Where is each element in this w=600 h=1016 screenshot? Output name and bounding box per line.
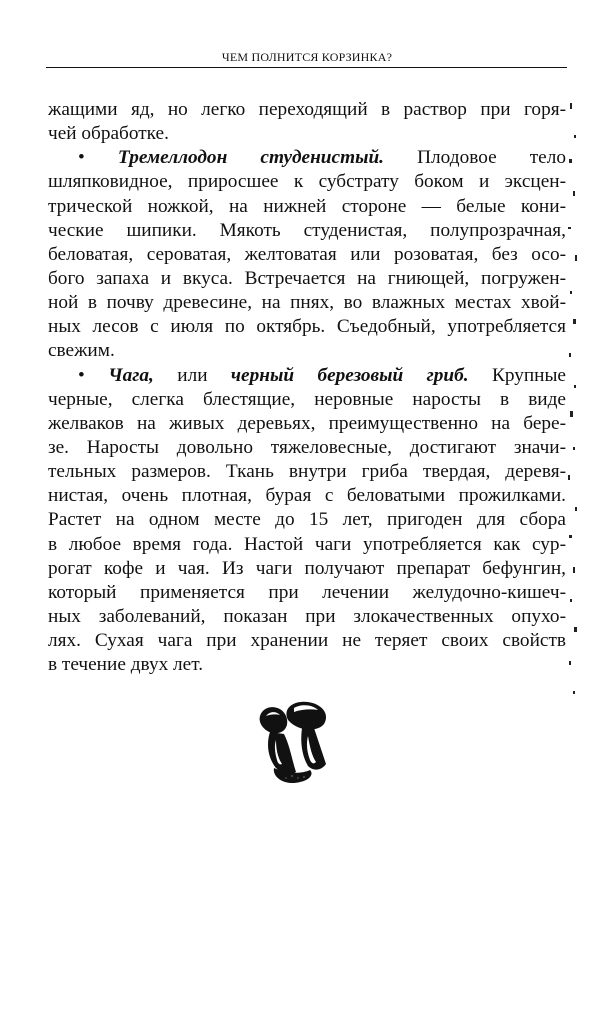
text-line: трической ножкой, на нижней стороне — белые кони-: [48, 195, 566, 217]
text-line: желваков на живых деревьях, преимущественно на бере-: [48, 412, 566, 434]
text-line: чей обработке.: [48, 123, 169, 145]
text-line: ной в почву древесине, на пнях, во влажных местах хвой-: [48, 292, 566, 314]
entry-text: Плодовое тело: [384, 147, 566, 169]
text-line: свежим.: [48, 340, 115, 362]
entry-chaga: [48, 364, 566, 388]
bullet-icon: •: [78, 364, 85, 386]
text-line: рогат кофе и чая. Из чаги получают препарат бефунгин,: [48, 557, 566, 579]
text-line: Растет на одном месте до 15 лет, пригоден для сбора: [48, 509, 566, 531]
text-line: в любое время года. Настой чаги употребляется как сур-: [48, 533, 566, 555]
scan-edge-noise: [564, 95, 584, 705]
entry-tremellodon: [48, 146, 566, 170]
text-line: зе. Наросты довольно тяжеловесные, достигают значи-: [48, 436, 566, 458]
text-line: который применяется при лечении желудочно-кишеч-: [48, 581, 566, 603]
entry-term-alt: черный березовый гриб.: [230, 364, 469, 386]
text-line: тельных размеров. Ткань внутри гриба твердая, деревя-: [48, 461, 566, 483]
text-line: шляпковидное, приросшее к субстрату боком и эксцен-: [48, 171, 566, 193]
entry-term: Чага,: [108, 364, 154, 386]
mushroom-illustration-icon: [252, 698, 342, 788]
header-rule: [46, 67, 567, 68]
text-line: бого запаха и вкуса. Встречается на гниющей, погружен-: [48, 267, 566, 289]
text-line: ных лесов с июля по октябрь. Съедобный, употребляется: [48, 316, 566, 338]
entry-term: Тремеллодон студенистый.: [117, 147, 385, 169]
text-line: лях. Сухая чага при хранении не теряет своих свойств: [48, 630, 566, 652]
text-line: нистая, очень плотная, бурая с беловатыми прожилками.: [48, 485, 566, 507]
text-line: ных заболеваний, показан при злокачественных опухо-: [48, 605, 566, 627]
text-line: беловатая, сероватая, желтоватая или розоватая, без осо-: [48, 243, 566, 265]
page-body-text: [48, 98, 566, 677]
text-line: жащими яд, но легко переходящий в раствор при горя-: [48, 99, 566, 120]
text-line: черные, слегка блестящие, неровные наросты в виде: [48, 388, 566, 410]
text-line: ческие шипики. Мякоть студенистая, полупрозрачная,: [48, 219, 566, 241]
text-line: в течение двух лет.: [48, 654, 204, 676]
bullet-icon: •: [78, 147, 85, 169]
entry-text: или: [153, 364, 231, 386]
running-title: ЧЕМ ПОЛНИТСЯ КОРЗИНКА?: [221, 50, 393, 64]
entry-text: Крупные: [468, 364, 566, 386]
